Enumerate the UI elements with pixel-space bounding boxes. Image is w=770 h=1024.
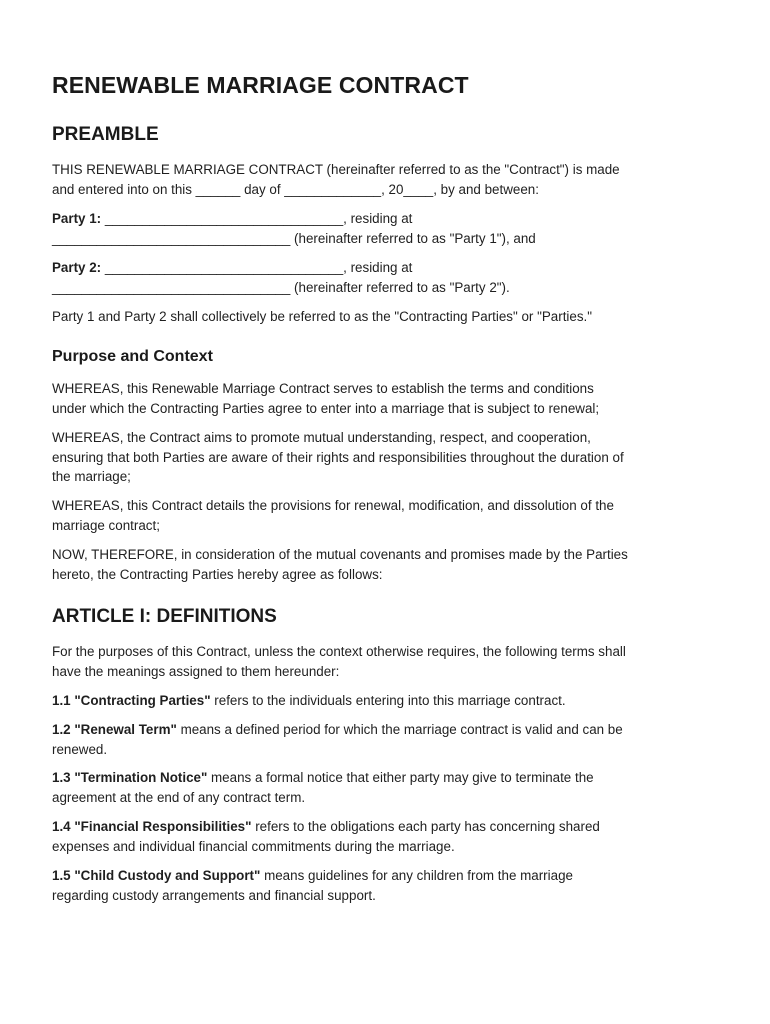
definition-1-3-line-2: agreement at the end of any contract term.: [52, 789, 306, 805]
definition-1-3-text: means a formal notice that either party may give to terminate the: [207, 770, 594, 785]
definition-1-2: [52, 720, 720, 759]
preamble-intro-line-2: and entered into on this ______ day of _____________, 20____, by and between:: [52, 181, 539, 197]
definition-1-4-line-2: expenses and individual financial commitments during the marriage.: [52, 838, 455, 854]
definitions-intro-paragraph: [52, 642, 720, 681]
whereas-3-line-2: marriage contract;: [52, 517, 160, 533]
document-title: RENEWABLE MARRIAGE CONTRACT: [52, 72, 469, 98]
party-2-paragraph: [52, 258, 720, 297]
definition-1-3-term: 1.3 "Termination Notice": [52, 770, 208, 785]
definition-1-5: [52, 866, 720, 905]
definition-1-2-term: 1.2 "Renewal Term": [52, 722, 177, 737]
definition-1-2-line-2: renewed.: [52, 741, 108, 757]
definition-1-3-line-1: [52, 768, 720, 788]
whereas-1-line-2: under which the Contracting Parties agree to enter into a marriage that is subject to renewal;: [52, 400, 600, 416]
whereas-3-paragraph: [52, 496, 720, 535]
whereas-2-line-1: WHEREAS, the Contract aims to promote mutual understanding, respect, and cooperation,: [52, 430, 591, 445]
definition-1-2-line-1: [52, 720, 720, 740]
now-therefore-line-2: hereto, the Contracting Parties hereby agree as follows:: [52, 566, 383, 582]
party-2-label: Party 2:: [52, 260, 102, 275]
definition-1-1: [52, 691, 720, 711]
party-2-line-1: [52, 258, 720, 278]
definition-1-2-text: means a defined period for which the marriage contract is valid and can be: [176, 722, 623, 737]
definition-1-4-text: refers to the obligations each party has concerning shared: [251, 819, 600, 834]
definition-1-5-term: 1.5 "Child Custody and Support": [52, 868, 261, 883]
definition-1-4-line-1: [52, 817, 720, 837]
definition-1-4: [52, 817, 720, 856]
definition-1-1-text: refers to the individuals entering into this marriage contract.: [210, 693, 566, 708]
party-1-label: Party 1:: [52, 211, 102, 226]
whereas-3-line-1: WHEREAS, this Contract details the provisions for renewal, modification, and dissolution of the: [52, 498, 614, 513]
collective-parties-paragraph: [52, 307, 720, 327]
whereas-2-line-2: ensuring that both Parties are aware of their rights and responsibilities throughout the duration of: [52, 449, 624, 465]
party-1-line-1: [52, 209, 720, 229]
now-therefore-paragraph: [52, 545, 720, 584]
whereas-1-line-1: WHEREAS, this Renewable Marriage Contract serves to establish the terms and conditions: [52, 381, 594, 396]
whereas-1-paragraph: [52, 379, 720, 418]
definition-1-1-line-1: [52, 691, 720, 711]
definition-1-3: [52, 768, 720, 807]
preamble-intro-line-1: THIS RENEWABLE MARRIAGE CONTRACT (hereinafter referred to as the "Contract") is made: [52, 162, 620, 177]
definitions-intro-line-2: have the meanings assigned to them hereunder:: [52, 663, 340, 679]
party-1-paragraph: [52, 209, 720, 248]
collective-parties-line: Party 1 and Party 2 shall collectively be referred to as the "Contracting Parties" or "Parties.": [52, 309, 593, 324]
whereas-2-paragraph: [52, 428, 720, 487]
preamble-intro-paragraph: [52, 160, 720, 199]
preamble-heading: PREAMBLE: [52, 124, 159, 145]
definitions-intro-line-1: For the purposes of this Contract, unless the context otherwise requires, the following terms shall: [52, 644, 626, 659]
purpose-heading: Purpose and Context: [52, 348, 213, 365]
party-1-name-blank: ________________________________, residing at: [101, 211, 413, 226]
now-therefore-line-1: NOW, THEREFORE, in consideration of the mutual covenants and promises made by the Parties: [52, 547, 628, 562]
definition-1-1-term: 1.1 "Contracting Parties": [52, 693, 211, 708]
definition-1-5-line-1: [52, 866, 720, 886]
party-2-line-2: ________________________________ (hereinafter referred to as "Party 2").: [52, 279, 510, 295]
party-2-name-blank: ________________________________, residing at: [101, 260, 413, 275]
definition-1-5-line-2: regarding custody arrangements and financial support.: [52, 887, 376, 903]
article-1-heading: ARTICLE I: DEFINITIONS: [52, 606, 277, 627]
definition-1-5-text: means guidelines for any children from the marriage: [260, 868, 573, 883]
definition-1-4-term: 1.4 "Financial Responsibilities": [52, 819, 252, 834]
party-1-line-2: ________________________________ (hereinafter referred to as "Party 1"), and: [52, 230, 536, 246]
whereas-2-line-3: the marriage;: [52, 469, 131, 485]
